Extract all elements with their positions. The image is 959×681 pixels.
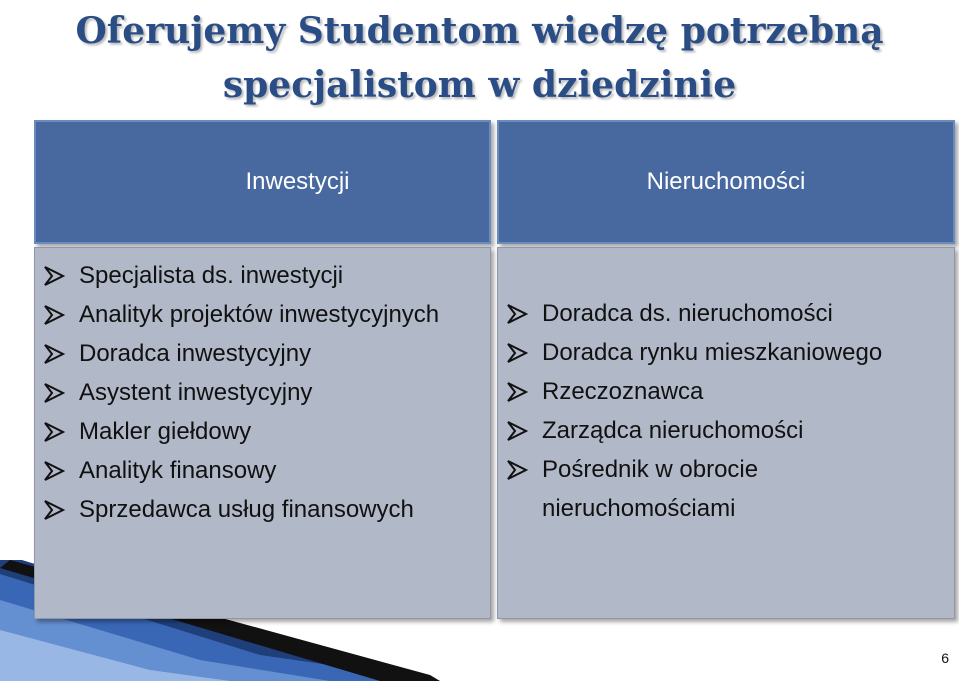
arrowhead-bullet-icon [506,459,528,481]
list-item [35,451,490,490]
arrowhead-bullet-icon [43,499,65,521]
column-header-real-estate [497,120,955,244]
list-item-text: Pośrednik w obrocie nieruchomościami [542,456,759,522]
column-header-label: Inwestycji [245,168,350,195]
list-item-text: Doradca rynku mieszkaniowego [542,339,883,366]
title-line-1: Oferujemy Studentom wiedzę potrzebną [75,10,884,52]
list-item [35,412,490,451]
page-number: 6 [941,650,949,666]
arrowhead-bullet-icon [43,421,65,443]
list-item-text: Analityk finansowy [79,457,277,484]
arrowhead-bullet-icon [43,343,65,365]
list-item [35,295,490,334]
arrowhead-bullet-icon [506,381,528,403]
arrowhead-bullet-icon [506,420,528,442]
slide-title [0,0,959,112]
list-item [35,373,490,412]
list-item [498,333,954,372]
column-header-label: Nieruchomości [646,168,806,195]
list-item [498,450,954,528]
column-body-real-estate [497,247,955,619]
arrowhead-bullet-icon [43,460,65,482]
list-item-text: Makler giełdowy [79,418,252,445]
list-item [498,372,954,411]
arrowhead-bullet-icon [43,382,65,404]
list-item-text: Doradca ds. nieruchomości [542,300,833,327]
arrowhead-bullet-icon [43,304,65,326]
list-item [498,411,954,450]
list-item-text: Specjalista ds. inwestycji [79,262,344,289]
list-item [35,334,490,373]
list-item-text: Asystent inwestycyjny [79,379,313,406]
list-item-text: Zarządca nieruchomości [542,417,804,444]
list-item [35,256,490,295]
list-item-text: Sprzedawca usług finansowych [79,496,414,523]
list-item [498,294,954,333]
job-list-real-estate [498,294,954,528]
job-list-investments [35,256,490,529]
list-item-text: Doradca inwestycyjny [79,340,312,367]
column-body-investments [34,247,491,619]
arrowhead-bullet-icon [506,303,528,325]
arrowhead-bullet-icon [506,342,528,364]
title-line-2: specjalistom w dziedzinie [222,64,737,106]
arrowhead-bullet-icon [43,265,65,287]
column-header-investments [34,120,491,244]
list-item-text: Rzeczoznawca [542,378,704,405]
list-item-text: Analityk projektów inwestycyjnych [79,301,440,328]
list-item [35,490,490,529]
